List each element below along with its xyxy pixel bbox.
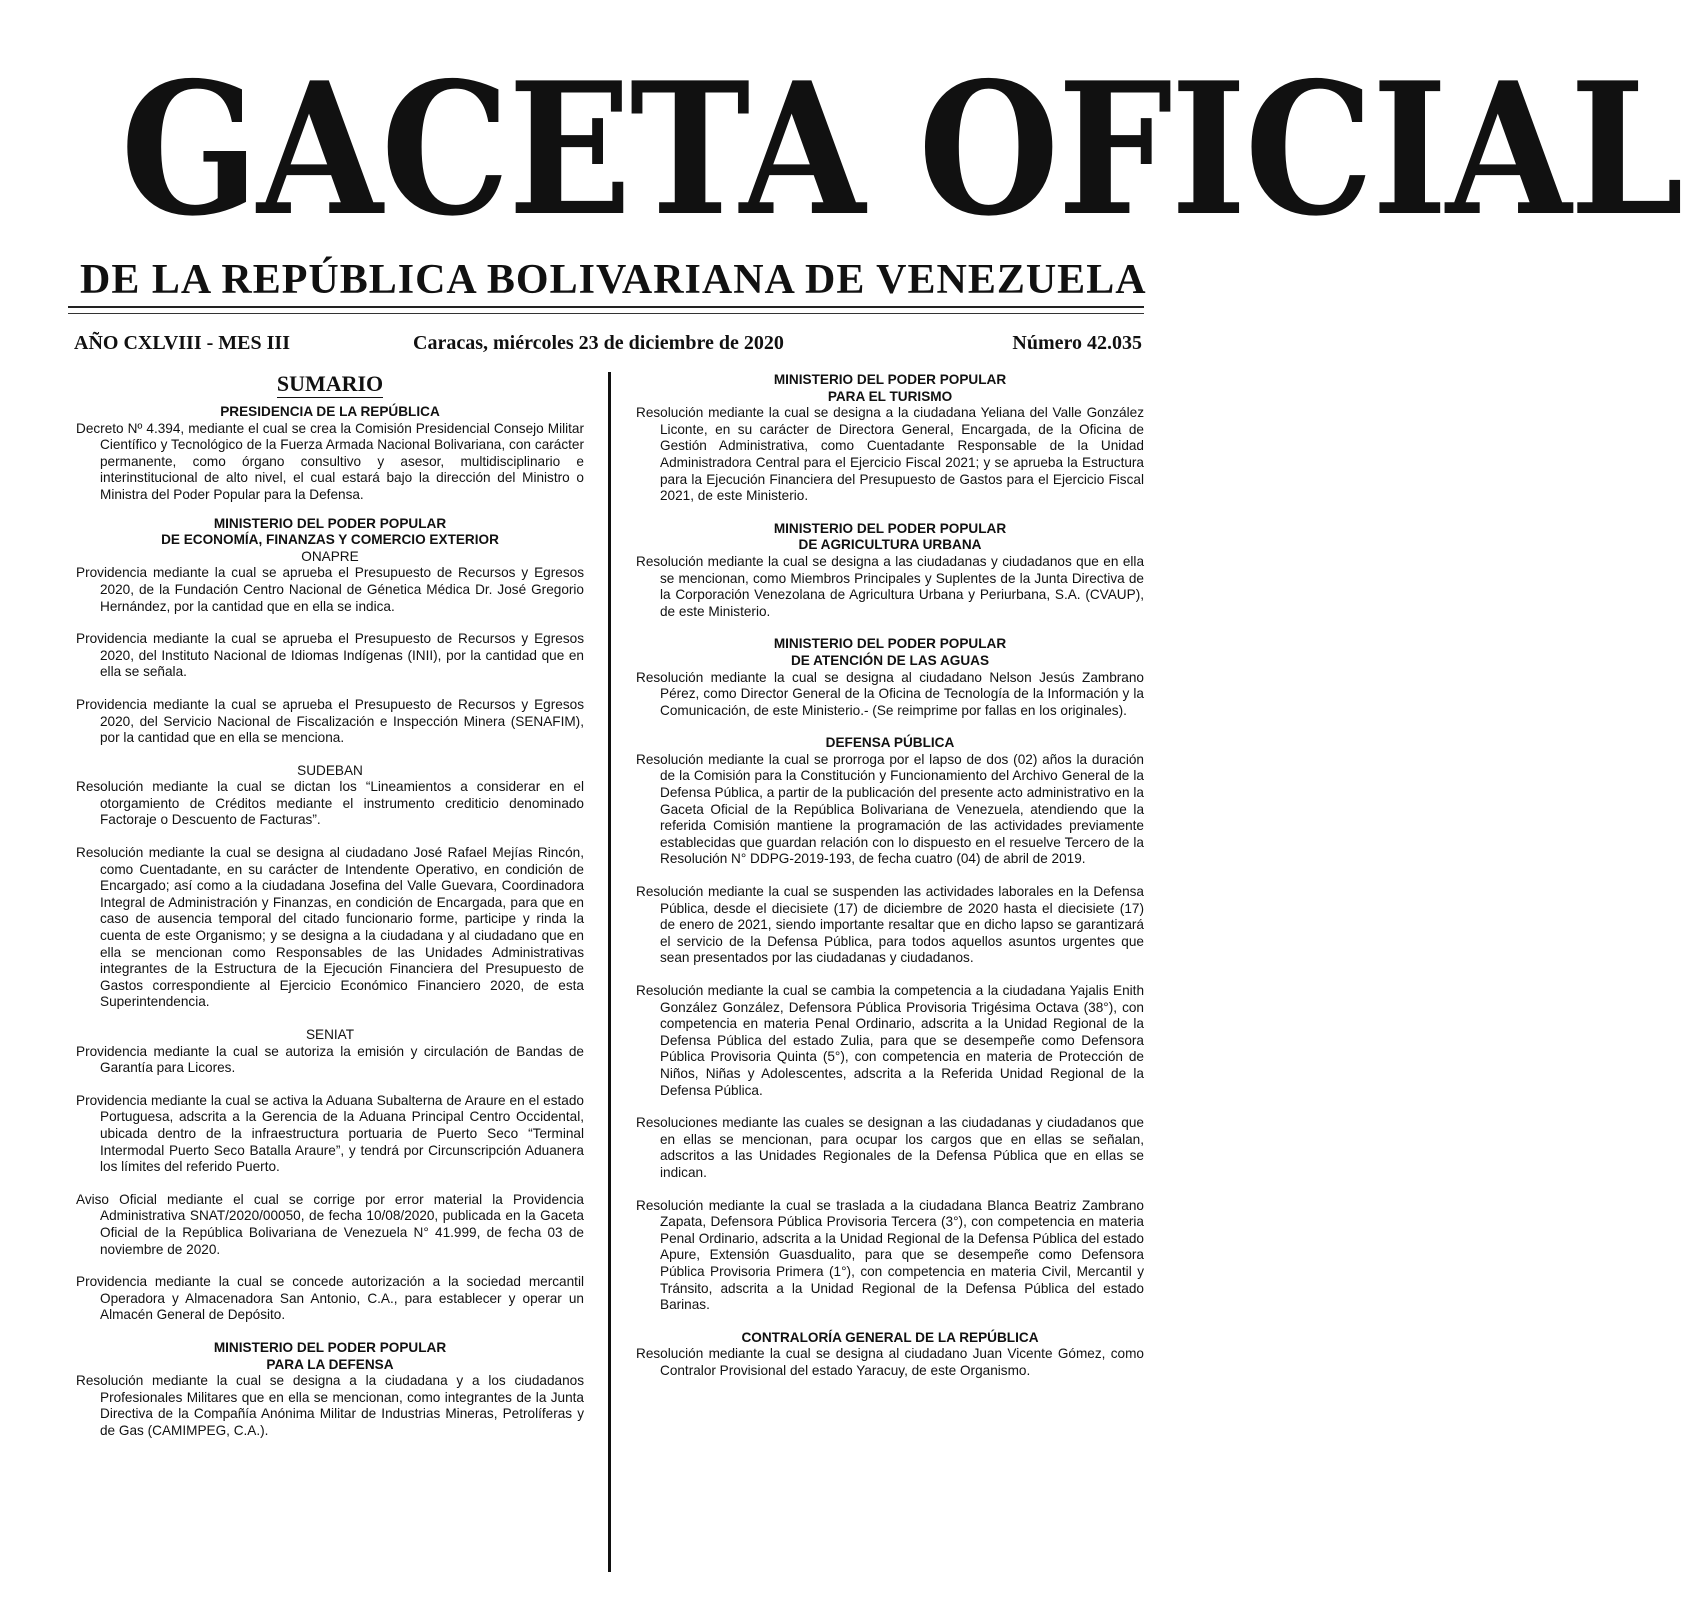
summary-item: Decreto Nº 4.394, mediante el cual se crea la Comisión Presidencial Consejo Militar Científico y Tecnológico de la Fuerza Armada Nacional Bolivariana, con carácter permanente, como órgano consultivo y asesor, multidisciplinario e interinstitucional de alto nivel, el cual estará bajo la dirección del Ministro o Ministra del Poder Popular para la Defensa. [76,420,584,502]
summary-item: Resolución mediante la cual se designa al ciudadano Juan Vicente Gómez, como Contralor Provisional del estado Yaracuy, de este Organismo. [636,1346,1144,1378]
masthead-subtitle: DE LA REPÚBLICA BOLIVARIANA DE VENEZUELA [80,257,1147,303]
summary-item: Resolución mediante la cual se prorroga por el lapso de dos (02) años la duración de la Comisión para la Constitución y Funcionamiento del Archivo General de la Defensa Pública, a partir de la publicación del presente acto administrativo en la Gaceta Oficial de la República Bolivariana de Venezuela, atendiendo que la referida Comisión mantiene la programación de las actividades previamente establecidas que guardan relación con lo dispuesto en el resuelve Tercero de la Resolución N° DDPG-2019-193, de fecha cuatro (04) de abril de 2019. [636,751,1144,867]
section-heading-turismo: MINISTERIO DEL PODER POPULAR PARA EL TURISMO [773,372,1007,404]
section-heading-aguas: MINISTERIO DEL PODER POPULAR DE ATENCIÓN DE LAS AGUAS [773,636,1007,668]
sumario-title: SUMARIO [276,371,384,396]
summary-item: Resolución mediante la cual se suspenden las actividades laborales en la Defensa Pública, desde el diecisiete (17) de diciembre de 2020 hasta el diecisiete (17) de enero de 2021, siendo importante resaltar que en dicho lapso se garantizará el servicio de la Defensa Pública, para todos aquellos asuntos urgentes que sean presentados por las ciudadanas y ciudadanos. [636,884,1144,966]
summary-item: Resolución mediante la cual se cambia la competencia a la ciudadana Yajalis Enith González González, Defensora Pública Provisoria Trigésima Octava (38°), con competencia en materia Penal Ordinario, adscrita a la Unidad Regional de la Defensa Pública del estado Zulia, para que se desempeñe como Defensora Pública Provisoria Quinta (5°), con competencia en materia de Protección de Niños, Niñas y Adolescentes, adscrita a la Referida Unidad Regional de la Defensa Pública. [636,983,1144,1098]
summary-item: Resoluciones mediante las cuales se designan a las ciudadanas y ciudadanos que en ellas se mencionan, para ocupar los cargos que en ellas se señalan, adscritos a las Unidades Regionales de la Defensa Pública que en ellas se indican. [636,1115,1144,1180]
summary-item: Resolución mediante la cual se designa al ciudadano José Rafael Mejías Rincón, como Cuentadante, en su carácter de Intendente Operativo, en condición de Encargado; así como a la ciudadana Josefina del Valle Guevara, Coordinadora Integral de Administración y Finanzas, en condición de Encargada, para que en caso de ausencia temporal del citado funcionario forme, participe y rinda la cuenta de este Organismo; y se designa a la ciudadana y al ciudadano que en ella se mencionan como Responsables de las Unidades Administrativas integrantes de la Estructura de la Ejecución Financiera del Presupuesto de Gastos correspondiente al Ejercicio Económico Financiero 2020, de esta Superintendencia. [76,845,584,1010]
summary-item: Resolución mediante la cual se dictan los “Lineamientos a considerar en el otorgamiento de Créditos mediante el instrumento crediticio denominado Factoraje o Descuento de Facturas”. [76,779,584,828]
summary-item: Resolución mediante la cual se traslada a la ciudadana Blanca Beatriz Zambrano Zapata, Defensora Pública Provisoria Tercera (3°), con competencia en materia Penal Ordinario, adscrita a la Unidad Regional de la Defensa Pública del estado Apure, Extensión Guasdualito, para que se desempeñe como Defensora Pública Provisoria Primera (1°), con competencia en materia Civil, Mercantil y Tránsito, adscrita a la Unidad Regional de la Defensa Pública del estado Barinas. [636,1197,1144,1313]
section-heading-defensa: MINISTERIO DEL PODER POPULAR PARA LA DEFENSA [213,1339,447,1372]
subsection-label-seniat: SENIAT [305,1027,355,1042]
subsection-label-onapre: ONAPRE [301,548,359,564]
column-divider [608,372,611,1572]
summary-item: Resolución mediante la cual se designa al ciudadano Nelson Jesús Zambrano Pérez, como Director General de la Oficina de Tecnología de la Información y la Comunicación, de este Ministerio.- (Se reimprime por fallas en los originales). [636,669,1144,718]
summary-item: Providencia mediante la cual se autoriza la emisión y circulación de Bandas de Garantía para Licores. [76,1043,584,1076]
summary-item: Resolución mediante la cual se designa a la ciudadana y a los ciudadanos Profesionales Militares que en ella se mencionan, como integrantes de la Junta Directiva de la Compañía Anónima Militar de Industrias Mineras, Petrolíferas y de Gas (CAMIMPEG, C.A.). [76,1373,584,1438]
masthead-title: GACETA OFICIAL [120,42,1682,256]
summary-item: Resolución mediante la cual se designa a la ciudadana Yeliana del Valle González Liconte, en su carácter de Directora General, Encargada, de la Oficina de Gestión Administrativa, como Cuentadante Responsable de la Unidad Administradora Central para el Ejercicio Fiscal 2021; y se aprueba la Estructura para la Ejecución Financiera del Presupuesto de Gastos para el Ejercicio Fiscal 2021, de este Ministerio. [636,405,1144,504]
section-heading-contraloria: CONTRALORÍA GENERAL DE LA REPÚBLICA [741,1329,1039,1345]
section-heading-presidencia: PRESIDENCIA DE LA REPÚBLICA [220,404,440,419]
header-rule-top [68,306,1144,308]
section-heading-economia: MINISTERIO DEL PODER POPULAR DE ECONOMÍA, FINANZAS Y COMERCIO EXTERIOR [161,515,499,548]
summary-item: Providencia mediante la cual se aprueba el Presupuesto de Recursos y Egresos 2020, del Instituto Nacional de Idiomas Indígenas (INII), por la cantidad que en ella se señala. [76,631,584,680]
summary-item: Providencia mediante la cual se concede autorización a la sociedad mercantil Operadora y Almacenadora San Antonio, C.A., para establecer y operar un Almacén General de Depósito. [76,1274,584,1323]
summary-item: Resolución mediante la cual se designa a las ciudadanas y ciudadanos que en ella se mencionan, como Miembros Principales y Suplentes de la Junta Directiva de la Corporación Venezolana de Agricultura Urbana y Periurbana, S.A. (CVAUP), de este Ministerio. [636,553,1144,619]
subsection-label-sudeban: SUDEBAN [297,762,363,778]
summary-left-column [76,372,584,1439]
section-heading-agricultura: MINISTERIO DEL PODER POPULAR DE AGRICULTURA URBANA [773,520,1007,553]
summary-item: Providencia mediante la cual se activa la Aduana Subalterna de Araure en el estado Portuguesa, adscrita a la Gerencia de la Aduana Principal Centro Occidental, ubicada dentro de la infraestructura portuaria de Puerto Seco “Terminal Intermodal Puerto Seco Batalla Araure”, y tendrá por Circunscripción Aduanera los límites del referido Puerto. [76,1092,584,1175]
issue-year-month: AÑO CXLVIII - MES III [74,332,290,354]
section-heading-defensa-publica: DEFENSA PÚBLICA [825,735,955,751]
issue-line [68,332,1144,362]
issue-date: Caracas, miércoles 23 de diciembre de 2020 [413,332,784,354]
summary-item: Providencia mediante la cual se aprueba el Presupuesto de Recursos y Egresos 2020, del Servicio Nacional de Fiscalización e Inspección Minera (SENAFIM), por la cantidad que en ella se menciona. [76,696,584,746]
issue-number: Número 42.035 [1012,332,1142,354]
summary-item: Aviso Oficial mediante el cual se corrige por error material la Providencia Administrativa SNAT/2020/00050, de fecha 10/08/2020, publicada en la Gaceta Oficial de la República Bolivariana de Venezuela N° 41.999, de fecha 03 de noviembre de 2020. [76,1191,584,1257]
summary-item: Providencia mediante la cual se aprueba el Presupuesto de Recursos y Egresos 2020, de la Fundación Centro Nacional de Génetica Médica Dr. José Gregorio Hernández, por la cantidad que en ella se indica. [76,565,584,614]
summary-right-column [636,372,1144,1379]
header-rule-bottom [68,313,1144,314]
